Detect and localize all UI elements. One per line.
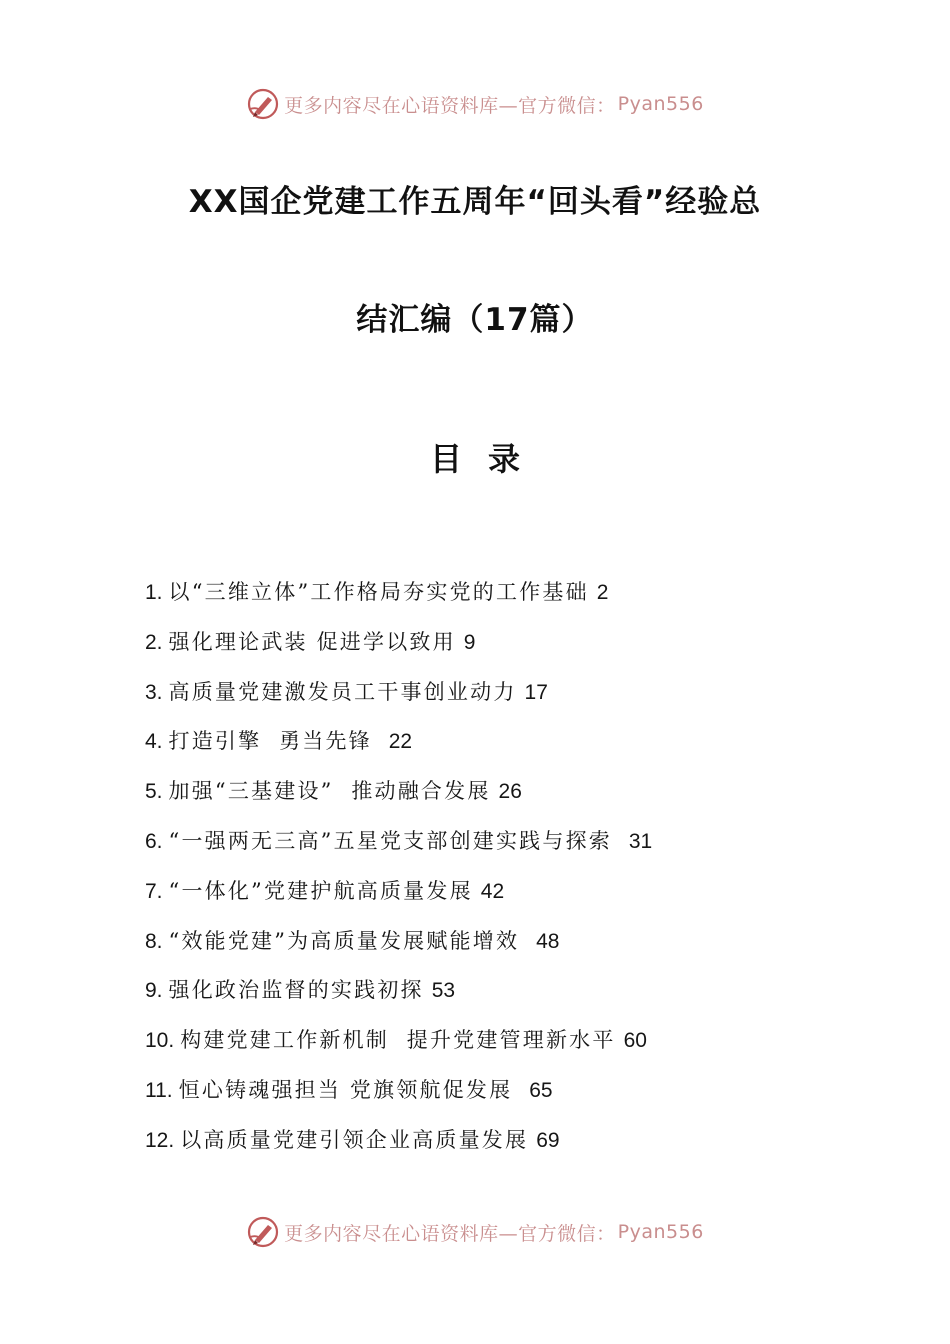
watermark-handle: Pyan556 <box>617 93 704 115</box>
toc-entry[interactable] <box>145 1020 845 1070</box>
toc-entry[interactable] <box>145 771 845 821</box>
toc-entry-page: 69 <box>536 1128 560 1152</box>
watermark-text: 更多内容尽在心语资料库—官方微信： <box>284 1222 616 1245</box>
toc-entry-title: 以高质量党建引领企业高质量发展 <box>180 1127 529 1152</box>
watermark-text: 更多内容尽在心语资料库—官方微信： <box>284 94 616 117</box>
toc-heading: 目录 <box>429 440 546 478</box>
toc-entry-number: 3. <box>145 680 163 704</box>
header-watermark <box>0 84 950 124</box>
toc-entry[interactable] <box>145 572 845 622</box>
pen-logo-icon <box>246 1215 280 1249</box>
toc-entry-title: “一体化”党建护航高质量发展 <box>168 878 473 903</box>
toc-entry-number: 4. <box>145 730 163 754</box>
toc-entry-number: 5. <box>145 780 163 804</box>
toc-entry-title: 构建党建工作新机制 提升党建管理新水平 <box>180 1028 616 1053</box>
toc-entry-page: 17 <box>524 680 548 704</box>
toc-entry-title: 打造引擎 勇当先锋 <box>168 729 381 754</box>
toc-entry-number: 6. <box>145 829 163 853</box>
toc-entry[interactable] <box>145 1120 845 1170</box>
toc-entry[interactable] <box>145 970 845 1020</box>
toc-entry[interactable] <box>145 721 845 771</box>
toc-entry-title: 强化理论武装 促进学以致用 <box>168 629 456 654</box>
toc-entry[interactable] <box>145 921 845 971</box>
toc-entry[interactable] <box>145 821 845 871</box>
toc-entry-page: 48 <box>536 929 560 953</box>
toc-entry-page: 42 <box>480 879 505 903</box>
toc-entry-page: 2 <box>596 581 609 604</box>
toc-entry-number: 8. <box>145 929 163 953</box>
watermark-handle: Pyan556 <box>617 1221 704 1243</box>
toc-entry-number: 10. <box>145 1029 175 1053</box>
toc-entry-number: 11. <box>145 1078 173 1102</box>
toc-entry-page: 60 <box>623 1029 647 1053</box>
toc-entry-title: 以“三维立体”工作格局夯实党的工作基础 <box>168 580 589 604</box>
toc-entry-page: 53 <box>431 979 456 1003</box>
toc-entry-number: 1. <box>145 581 163 604</box>
table-of-contents <box>145 572 845 1170</box>
toc-entry-page: 65 <box>529 1078 553 1102</box>
toc-entry-title: “效能党建”为高质量发展赋能增效 <box>168 928 529 953</box>
toc-entry-page: 22 <box>388 730 413 754</box>
toc-entry-title: 高质量党建激发员工干事创业动力 <box>168 679 517 704</box>
toc-entry-page: 31 <box>628 829 653 853</box>
toc-entry[interactable] <box>145 1070 845 1120</box>
toc-entry-number: 9. <box>145 979 163 1003</box>
toc-entry-title: 强化政治监督的实践初探 <box>168 978 424 1003</box>
pen-logo-icon <box>246 87 280 121</box>
footer-watermark <box>0 1212 950 1252</box>
document-title-line-2: 结汇编（17篇） <box>356 302 594 338</box>
toc-entry-page: 26 <box>498 780 522 804</box>
document-title-line-1: XX国企党建工作五周年“回头看”经验总 <box>188 184 762 220</box>
toc-entry[interactable] <box>145 871 845 921</box>
toc-entry-title: “一强两无三高”五星党支部创建实践与探索 <box>168 828 621 853</box>
toc-entry-page: 9 <box>463 630 476 654</box>
toc-entry-number: 7. <box>145 879 163 903</box>
toc-entry-number: 2. <box>145 630 163 654</box>
toc-entry[interactable] <box>145 672 845 722</box>
toc-entry-number: 12. <box>145 1128 175 1152</box>
toc-entry-title: 恒心铸魂强担当 党旗领航促发展 <box>178 1077 522 1102</box>
toc-entry-title: 加强“三基建设” 推动融合发展 <box>168 779 491 804</box>
toc-entry[interactable] <box>145 622 845 672</box>
